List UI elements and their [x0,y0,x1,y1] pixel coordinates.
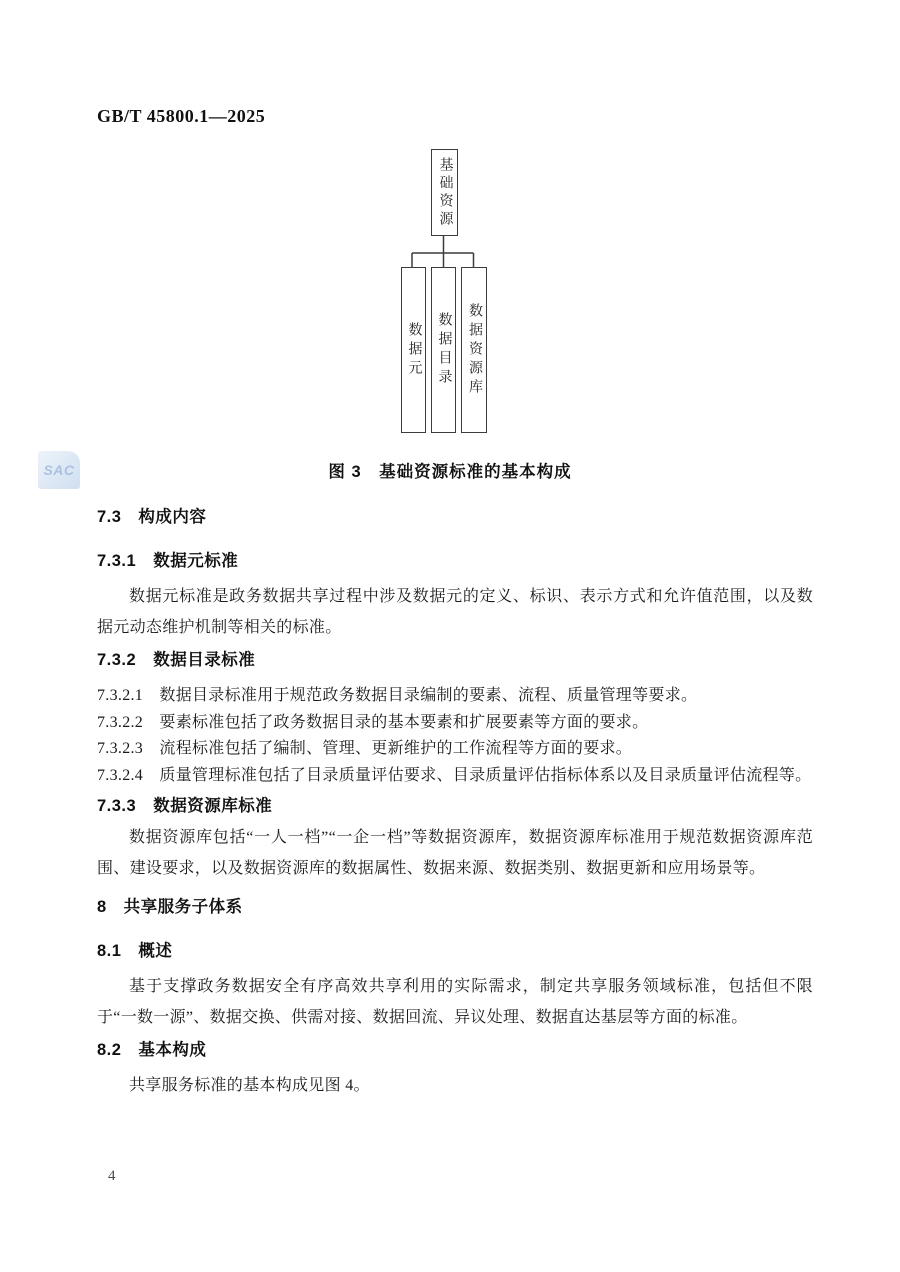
clause-7-3-2-3: 7.3.2.3 流程标准包括了编制、管理、更新维护的工作流程等方面的要求。 [97,740,633,757]
section-heading-7-3-3: 7.3.3 数据资源库标准 [97,797,273,815]
diagram-node-child: 数据目录 [431,267,456,433]
clause-7-3-2-4: 7.3.2.4 质量管理标准包括了目录质量评估要求、目录质量评估指标体系以及目录质量评估流程等。 [97,766,812,784]
section-heading-7-3: 7.3 构成内容 [97,508,207,526]
clause-7-3-2-2: 7.3.2.2 要素标准包括了政务数据目录的基本要素和扩展要素等方面的要求。 [97,713,649,731]
section-heading-8-2: 8.2 基本构成 [97,1041,207,1059]
diagram-node-root: 基础资源 [431,149,458,236]
section-heading-7-3-2: 7.3.2 数据目录标准 [97,651,256,669]
paragraph: 基于支撑政务数据安全有序高效共享利用的实际需求，制定共享服务领域标准，包括但不限于“一数一源”、数据交换、供需对接、数据回流、异议处理、数据直达基层等方面的标准。 [97,978,813,1026]
diagram-node-child: 数据资源库 [461,267,487,433]
figure-3-caption: 图 3 基础资源标准的基本构成 [328,463,572,481]
section-heading-7-3-1: 7.3.1 数据元标准 [97,552,239,570]
clause-7-3-2-1: 7.3.2.1 数据目录标准用于规范政务数据目录编制的要素、流程、质量管理等要求。 [97,687,698,704]
standard-number-header: GB/T 45800.1—2025 [97,106,266,126]
section-heading-8: 8 共享服务子体系 [97,898,243,916]
sac-logo-text: SAC [43,462,75,478]
paragraph: 数据元标准是政务数据共享过程中涉及数据元的定义、标识、表示方式和允许值范围，以及数据元动态维护机制等相关的标准。 [97,588,813,636]
figure-3-diagram [0,0,900,500]
diagram-node-child: 数据元 [401,267,426,433]
section-heading-8-1: 8.1 概述 [97,942,173,960]
paragraph: 数据资源库包括“一人一档”“一企一档”等数据资源库，数据资源库标准用于规范数据资源库范围、建设要求，以及数据资源库的数据属性、数据来源、数据类别、数据更新和应用场景等。 [97,829,813,877]
paragraph: 共享服务标准的基本构成见图 4。 [129,1077,370,1094]
page-number: 4 [108,1168,116,1184]
document-body [97,506,813,1102]
